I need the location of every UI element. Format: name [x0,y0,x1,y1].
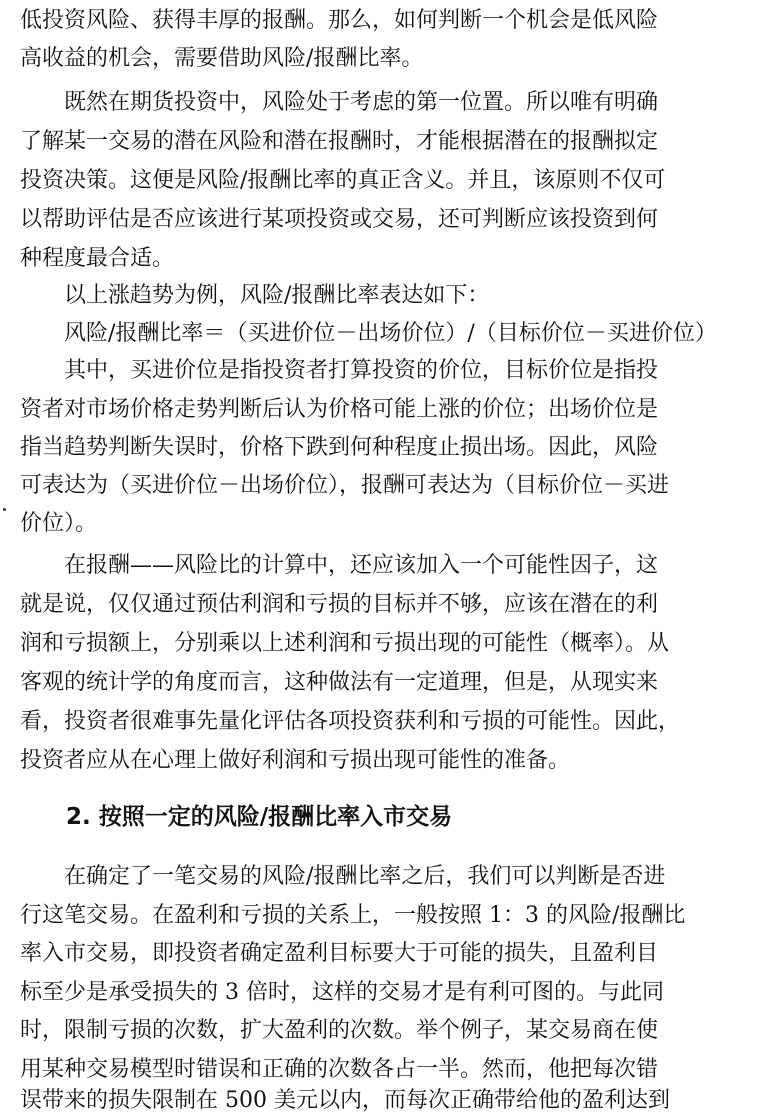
text-line: 种程度最合适。 [20,246,175,271]
text-line: 时，限制亏损的次数，扩大盈利的次数。举个例子，某交易商在使 [20,1018,659,1043]
text-line: 用某种交易模型时错误和正确的次数各占一半。然而，他把每次错 [20,1057,659,1082]
text-line: 价位）。 [20,511,98,536]
text-line: 指当趋势判断失误时，价格下跌到何种程度止损出场。因此，风险 [20,435,659,460]
section-heading: 2. 按照一定的风险/报酬比率入市交易 [66,804,453,830]
text-line: 润和亏损额上，分别乘以上述利润和亏损出现的可能性（概率）。从 [20,631,670,656]
text-line: 以帮助评估是否应该进行某项投资或交易，还可判断应该投资到何 [20,207,659,232]
text-line: 低投资风险、获得丰厚的报酬。那么，如何判断一个机会是低风险 [20,8,659,33]
text-line: 标至少是承受损失的 3 倍时，这样的交易才是有利可图的。与此同 [20,980,664,1005]
text-line: 可表达为（买进价位－出场价位），报酬可表达为（目标价位－买进 [20,473,670,498]
text-line: 就是说，仅仅通过预估利润和亏损的目标并不够，应该在潜在的利 [20,592,659,617]
formula-line: 风险/报酬比率＝（买进价位－出场价位）/（目标价位－买进价位） [64,321,717,346]
paragraph-start: 在报酬——风险比的计算中，还应该加入一个可能性因子，这 [64,553,659,578]
text-line: 资者对市场价格走势判断后认为价格可能上涨的价位；出场价位是 [20,397,659,422]
text-line: 客观的统计学的角度而言，这种做法有一定道理，但是，从现实来 [20,670,659,695]
paragraph-start: 以上涨趋势为例，风险/报酬比率表达如下： [64,283,490,308]
paragraph-start: 既然在期货投资中，风险处于考虑的第一位置。所以唯有明确 [64,90,659,115]
text-line: 高收益的机会，需要借助风险/报酬比率。 [20,46,424,71]
paragraph-start: 其中，买进价位是指投资者打算投资的价位，目标价位是指投 [64,358,659,383]
text-line: 看，投资者很难事先量化评估各项投资获利和亏损的可能性。因此， [20,709,681,734]
text-line: 率入市交易，即投资者确定盈利目标要大于可能的损失，且盈利目 [20,941,659,966]
paragraph-start: 在确定了一笔交易的风险/报酬比率之后，我们可以判断是否进 [64,864,666,889]
text-line: 投资者应从在心理上做好利润和亏损出现可能性的准备。 [20,748,571,773]
text-line: 投资决策。这便是风险/报酬比率的真正含义。并且，该原则不仅可 [20,168,666,193]
stray-mark [3,508,6,511]
text-line: 行这笔交易。在盈利和亏损的关系上，一般按照 1：3 的风险/报酬比 [20,903,686,928]
text-line: 了解某一交易的潜在风险和潜在报酬时，才能根据潜在的报酬拟定 [20,129,659,154]
text-line: 误带来的损失限制在 500 美元以内，而每次正确带给他的盈利达到 [20,1088,670,1113]
